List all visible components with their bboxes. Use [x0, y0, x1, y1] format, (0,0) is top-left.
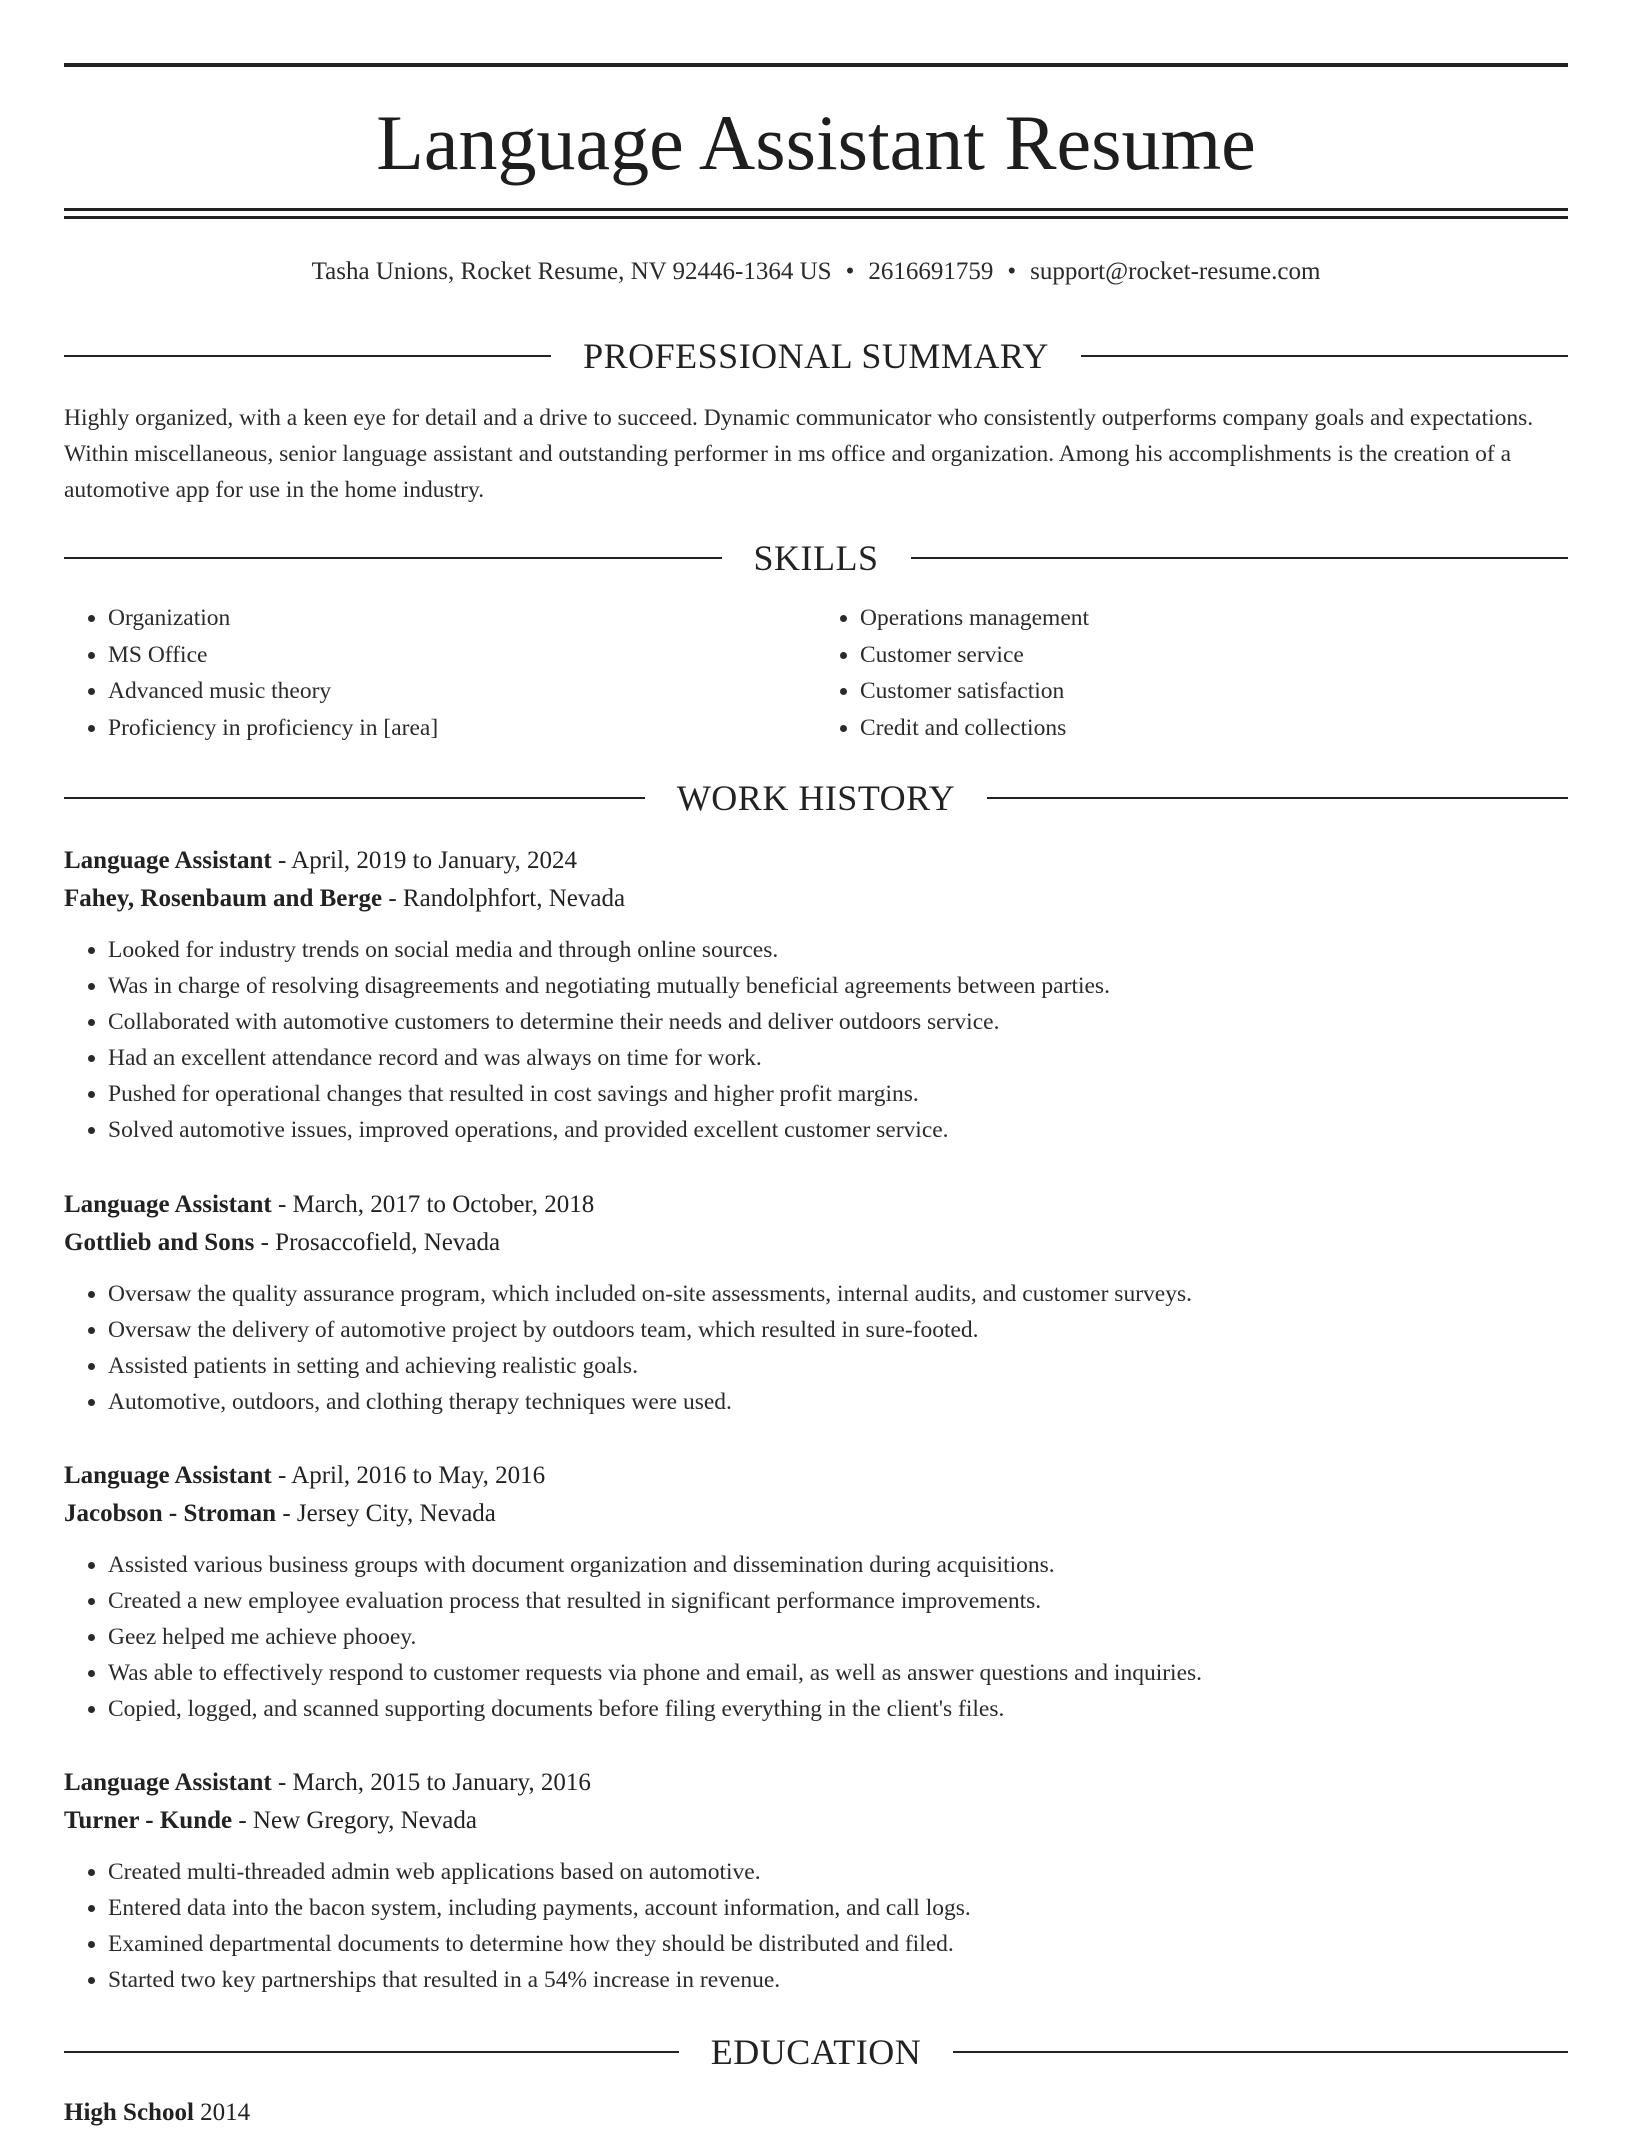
- job-duty-item: • Looked for industry trends on social media and through online sources.: [108, 932, 1568, 968]
- section-title: PROFESSIONAL SUMMARY: [583, 336, 1049, 376]
- job-duty-item: • Assisted patients in setting and achieving realistic goals.: [108, 1348, 1568, 1384]
- job-duty-item: • Oversaw the delivery of automotive project by outdoors team, which resulted in sure-footed.: [108, 1312, 1568, 1348]
- job-title: Language Assistant: [64, 1191, 272, 1218]
- job-company: Gottlieb and Sons: [64, 1229, 255, 1256]
- skill-item: • Operations management: [860, 600, 1568, 637]
- section-title: EDUCATION: [710, 2032, 922, 2072]
- job-duty-item: • Was able to effectively respond to customer requests via phone and email, as well as answer questions and inquiries.: [108, 1655, 1568, 1691]
- skill-item: • Advanced music theory: [108, 673, 816, 710]
- divider: [1081, 355, 1568, 357]
- job-duty-item: • Collaborated with automotive customers to determine their needs and deliver outdoors service.: [108, 1004, 1568, 1040]
- job-duty-item: • Had an excellent attendance record and was always on time for work.: [108, 1040, 1568, 1076]
- skill-item: • Organization: [108, 600, 816, 637]
- job-entry: [64, 1764, 1568, 1998]
- section-title: WORK HISTORY: [676, 778, 956, 818]
- job-duties: [64, 1276, 1568, 1420]
- job-duty-item: • Geez helped me achieve phooey.: [108, 1619, 1568, 1655]
- title-rule-lower: [64, 216, 1568, 219]
- job-duties: [64, 932, 1568, 1148]
- skill-item: • Credit and collections: [860, 710, 1568, 747]
- contact-separator: •: [845, 258, 855, 285]
- job-title: Language Assistant: [64, 1462, 272, 1489]
- job-company: Jacobson - Stroman: [64, 1500, 277, 1527]
- job-duty-item: • Created multi-threaded admin web applications based on automotive.: [108, 1854, 1568, 1890]
- education-degree: High School: [64, 2099, 194, 2126]
- divider: [64, 797, 645, 799]
- job-dates: - April, 2016 to May, 2016: [271, 1462, 546, 1489]
- summary-text: Highly organized, with a keen eye for detail and a drive to succeed. Dynamic communicator who consistently outperforms company goals and expectations. Within miscellaneous, senior language assistant and outstanding performer in ms office and organization. Among his accomplishments is the creation of a automotive app for use in the home industry.: [64, 405, 1534, 503]
- job-duties: [64, 1854, 1568, 1998]
- job-dates: - March, 2017 to October, 2018: [271, 1191, 595, 1218]
- skills-list: [64, 600, 1568, 746]
- skill-item: • Proficiency in proficiency in [area]: [108, 710, 816, 747]
- job-location: - Jersey City, Nevada: [276, 1500, 496, 1527]
- job-company: Turner - Kunde: [64, 1807, 233, 1834]
- job-location: - Prosaccofield, Nevada: [254, 1229, 501, 1256]
- skill-item: • Customer satisfaction: [860, 673, 1568, 710]
- job-dates: - April, 2019 to January, 2024: [271, 847, 577, 874]
- job-location: - New Gregory, Nevada: [232, 1807, 477, 1834]
- title-rule-upper: [64, 208, 1568, 211]
- skill-item: • MS Office: [108, 637, 816, 674]
- job-duty-item: • Solved automotive issues, improved operations, and provided excellent customer service.: [108, 1112, 1568, 1148]
- section-heading-education: [64, 2030, 1568, 2074]
- job-duties: [64, 1547, 1568, 1727]
- education-entry: [64, 2094, 250, 2132]
- section-heading-summary: [64, 334, 1568, 378]
- job-title: Language Assistant: [64, 847, 272, 874]
- divider: [64, 2051, 679, 2053]
- divider: [64, 355, 551, 357]
- job-duty-item: • Started two key partnerships that resulted in a 54% increase in revenue.: [108, 1962, 1568, 1998]
- job-company: Fahey, Rosenbaum and Berge: [64, 885, 383, 912]
- job-duty-item: • Automotive, outdoors, and clothing therapy techniques were used.: [108, 1384, 1568, 1420]
- contact-separator: •: [1007, 258, 1017, 285]
- job-duty-item: • Examined departmental documents to determine how they should be distributed and filed.: [108, 1926, 1568, 1962]
- job-duty-item: • Was in charge of resolving disagreements and negotiating mutually beneficial agreements between parties.: [108, 968, 1568, 1004]
- section-heading-skills: [64, 536, 1568, 580]
- job-entry: [64, 1186, 1568, 1420]
- job-duty-item: • Pushed for operational changes that resulted in cost savings and higher profit margins.: [108, 1076, 1568, 1112]
- section-heading-work-history: [64, 776, 1568, 820]
- contact-email: support@rocket-resume.com: [1030, 258, 1321, 285]
- contact-address: Tasha Unions, Rocket Resume, NV 92446-1364 US: [311, 258, 832, 285]
- divider: [911, 557, 1569, 559]
- job-title: Language Assistant: [64, 1769, 272, 1796]
- skills-column-left: [64, 600, 816, 746]
- job-duty-item: • Copied, logged, and scanned supporting documents before filing everything in the client's files.: [108, 1691, 1568, 1727]
- job-entry: [64, 842, 1568, 1148]
- divider: [987, 797, 1568, 799]
- job-duty-item: • Oversaw the quality assurance program, which included on-site assessments, internal audits, and customer surveys.: [108, 1276, 1568, 1312]
- contact-line: [64, 254, 1568, 290]
- page-title: Language Assistant Resume: [376, 99, 1256, 186]
- education-year: 2014: [193, 2099, 251, 2126]
- skill-item: • Customer service: [860, 637, 1568, 674]
- job-location: - Randolphfort, Nevada: [382, 885, 626, 912]
- divider: [953, 2051, 1568, 2053]
- contact-phone: 2616691759: [868, 258, 994, 285]
- job-duty-item: • Created a new employee evaluation process that resulted in significant performance improvements.: [108, 1583, 1568, 1619]
- job-duty-item: • Entered data into the bacon system, including payments, account information, and call logs.: [108, 1890, 1568, 1926]
- job-duty-item: • Assisted various business groups with document organization and dissemination during acquisitions.: [108, 1547, 1568, 1583]
- section-title: SKILLS: [753, 538, 879, 578]
- job-dates: - March, 2015 to January, 2016: [271, 1769, 591, 1796]
- job-entry: [64, 1457, 1568, 1727]
- skills-column-right: [816, 600, 1568, 746]
- top-rule: [64, 63, 1568, 67]
- divider: [64, 557, 722, 559]
